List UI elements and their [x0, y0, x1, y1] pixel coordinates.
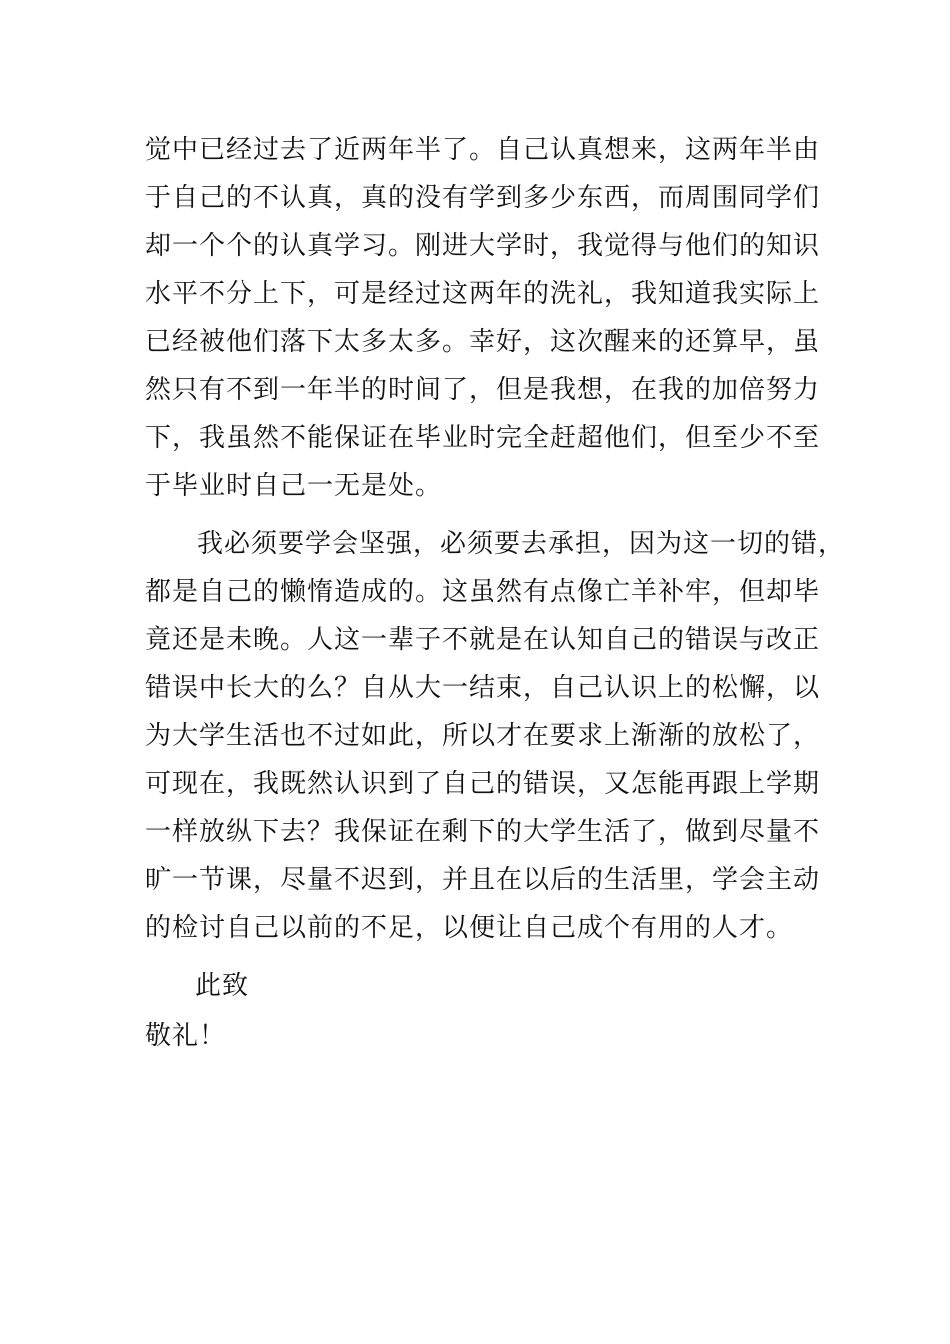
- paragraph-2-line: 都是自己的懒惰造成的。这虽然有点像亡羊补牢，但却毕: [145, 577, 821, 607]
- paragraph-1-line: 已经被他们落下太多太多。幸好，这次醒来的还算早，虽: [145, 327, 821, 357]
- paragraph-2-line: 错误中长大的么？自从大一结束，自己认识上的松懈，以: [145, 673, 821, 703]
- paragraph-1-line: 下，我虽然不能保证在毕业时完全赶超他们，但至少不至: [145, 423, 821, 453]
- salutation-text: 敬礼！: [145, 1021, 227, 1051]
- paragraph-1-line: 于毕业时自己一无是处。: [145, 471, 443, 501]
- paragraph-1-line: 觉中已经过去了近两年半了。自己认真想来，这两年半由: [145, 135, 821, 165]
- paragraph-1-line: 然只有不到一年半的时间了，但是我想，在我的加倍努力: [145, 375, 821, 405]
- paragraph-2-line: 竟还是未晚。人这一辈子不就是在认知自己的错误与改正: [145, 625, 821, 655]
- paragraph-1-line: 水平不分上下，可是经过这两年的洗礼，我知道我实际上: [145, 279, 821, 309]
- paragraph-2-line: 的检讨自己以前的不足，以便让自己成个有用的人才。: [145, 913, 794, 943]
- paragraph-2-line: 可现在，我既然认识到了自己的错误，又怎能再跟上学期: [145, 769, 821, 799]
- paragraph-1-line: 于自己的不认真，真的没有学到多少东西，而周围同学们: [145, 183, 821, 213]
- paragraph-2-line: 为大学生活也不过如此，所以才在要求上渐渐的放松了，: [145, 721, 821, 751]
- paragraph-1-line: 却一个个的认真学习。刚进大学时，我觉得与他们的知识: [145, 231, 821, 261]
- paragraph-2-line: 旷一节课，尽量不迟到，并且在以后的生活里，学会主动: [145, 865, 821, 895]
- closing-text: 此致: [195, 971, 250, 1001]
- paragraph-2-line: 我必须要学会坚强，必须要去承担，因为这一切的错，: [197, 529, 846, 559]
- paragraph-2-line: 一样放纵下去？我保证在剩下的大学生活了，做到尽量不: [145, 817, 821, 847]
